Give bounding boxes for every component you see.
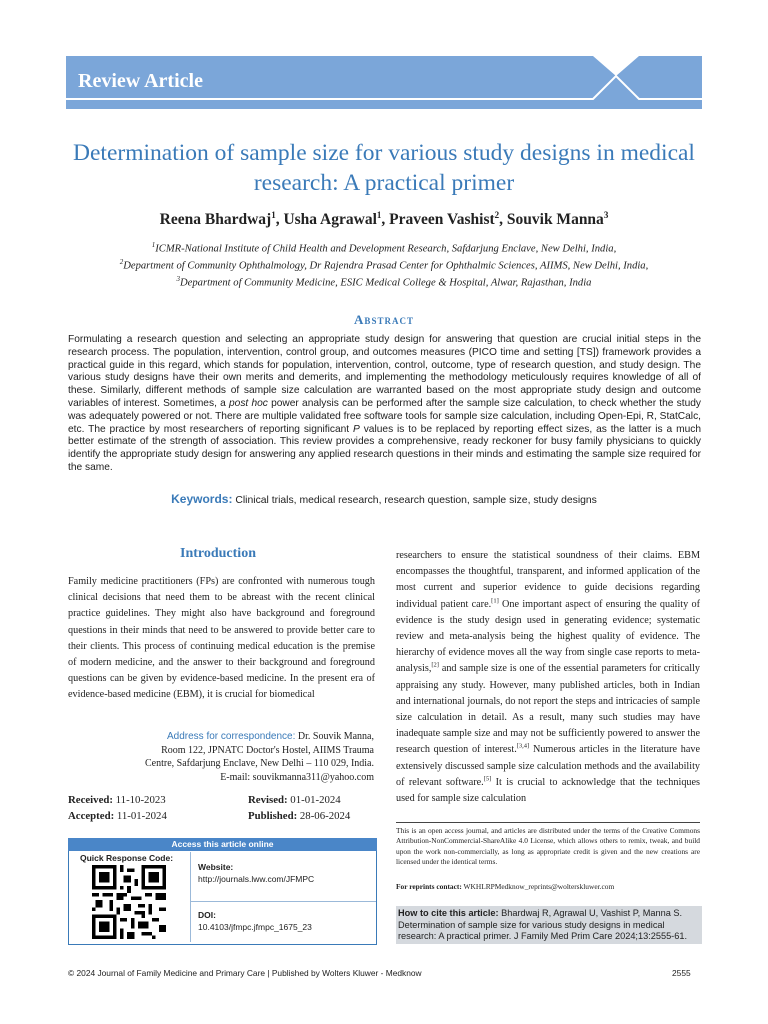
author-name: Praveen Vashist: [389, 211, 495, 229]
article-title: Determination of sample size for various study designs in medical research: A practical primer: [73, 140, 695, 196]
revised-date: Revised: 01-01-2024: [248, 794, 341, 806]
author-name: Souvik Manna: [506, 211, 604, 229]
citation-ref[interactable]: [5]: [483, 775, 492, 783]
access-divider: [190, 852, 191, 942]
introduction-left-column: Family medicine practitioners (FPs) are confronted with numerous tough clinical decisions that need them to be abreast with the recent clinical practice guidelines. They might also have background and foreground questions in their minds that need to be answered to provide better care to their clients. This process of continuing medical education is the premise of modern medicine, and the answer to their background and foreground questions can be given by evidence-based medicine. In the present era of evidence-based medicine (EBM), it is crucial for biomedical: [68, 576, 375, 701]
affiliation-line: $^3$Department of Community Medicine, ESIC Medical College & Hospital, Alwar, Rajasthan, India: [176, 275, 592, 289]
introduction-right-column: researchers to ensure the statistical soundness of their claims. EBM encompasses the thoughtful, transparent, and informed application of the most current and superior evidence to guide decisions regarding individual patient care.[1] One important aspect of ensuring the quality of evidence is the study design used in generating evidence; systematic review and meta-analysis being the highest quality of evidence. The hierarchy of evidence moves all the way from single case reports to meta-analysis,[2] and sample size is one of the essential parameters for critically appraising any study. However, many published articles, both in Indian and international journals, do not report the steps and intricacies of sample size calculation in detail. As a result, many such studies may have inadequate sample size and may not be sufficiently powered to answer the research question of interest.[3,4] Numerous articles in the literature have extensively discussed sample size calculation methods and the availability of relevant software.[5] It is crucial to acknowledge that the techniques used for sample size calculation: [396, 550, 701, 805]
footer-copyright: © 2024 Journal of Family Medicine and Primary Care | Published by Wolters Kluwer - Medknow: [68, 968, 422, 978]
accepted-date: Accepted: 11-01-2024: [68, 810, 167, 822]
author-list: Reena Bhardwaj$^1$, Usha Agrawal$^1$, Praveen Vashist$^2$, Souvik Manna$^3$: [159, 210, 609, 229]
doi-label: DOI:: [198, 910, 216, 920]
website-link[interactable]: http://journals.lww.com/JFMPC: [198, 874, 315, 884]
author-affiliation-mark: 1: [376, 210, 382, 220]
license-text: This is an open access journal, and articles are distributed under the terms of the Creative Commons Attribution-NonCommercial-ShareAlike 4.0 License, which allows others to remix, tweak, and build upon the work non-commercially, as long as appropriate credit is given and the new creations are licensed under the identical terms.: [396, 826, 700, 867]
keywords-label: Keywords:: [171, 492, 233, 506]
qr-code-icon[interactable]: [92, 865, 166, 939]
section-label: Review Article: [78, 70, 203, 92]
abstract-text: Formulating a research question and selecting an appropriate study design for answering that question are crucial initial steps in the research process. The population, intervention, control group, and outcomes measures (PICO time and setting [TS]) framework provides a practical guide in this regard, which stands for population, intervention, control, outcome, type of research question, and study design. The various study designs have their own merits and demerits, and implementing the methodology meticulously requires knowledge of all of these. Similarly, different methods of sample size calculation are warranted based on the most appropriate study design and outcome variables of interest. Sometimes, a post hoc power analysis can be performed after the sample size calculation, to check whether the study was adequately powered or not. There are multiple validated free software tools for sample size calculation, including Open-Epi, R, StatCalc, etc. The practice by most researchers of reporting significant P values is to be replaced by reporting effect sizes, as the latter is a much better estimate of the strength of association. This review provides a comprehensive, ready reckoner for busy family physicians to quickly identify the appropriate study design for answering any applied research questions in their minds and estimating the sample size required for the same.: [68, 334, 701, 473]
qr-label: Quick Response Code:: [80, 853, 174, 863]
author-name: Usha Agrawal: [283, 211, 377, 229]
doi-link[interactable]: 10.4103/jfmpc.jfmpc_1675_23: [198, 922, 312, 932]
author-affiliation-mark: 3: [603, 210, 609, 220]
author-affiliation-mark: 2: [494, 210, 500, 220]
affiliations: [40, 239, 728, 290]
author-name: Reena Bhardwaj: [159, 211, 272, 229]
introduction-heading: Introduction: [180, 546, 256, 561]
reprints-email[interactable]: WKHLRPMedknow_reprints@wolterskluwer.com: [463, 882, 615, 891]
keywords-text: Clinical trials, medical research, research question, sample size, study designs: [235, 495, 597, 506]
published-date: Published: 28-06-2024: [248, 810, 351, 822]
access-bar: Access this article online: [68, 838, 377, 851]
license-divider: [396, 822, 700, 823]
citation-ref[interactable]: [1]: [491, 597, 499, 605]
keywords: [40, 492, 728, 506]
page-number: 2555: [672, 968, 691, 978]
reprints-contact: For reprints contact: WKHLRPMedknow_reprints@wolterskluwer.com: [396, 882, 615, 891]
correspondence-label: Address for correspondence:: [166, 731, 296, 742]
access-divider: [190, 901, 376, 902]
citation-ref[interactable]: [3,4]: [516, 743, 530, 751]
correspondence-email[interactable]: E-mail: souvikmanna311@yahoo.com: [220, 771, 374, 783]
abstract-heading: Abstract: [354, 312, 414, 327]
affiliation-line: $^2$Department of Community Ophthalmology, Dr Rajendra Prasad Center for Ophthalmic Sciences, AIIMS, New Delhi, India,: [119, 258, 649, 272]
correspondence-address: Address for correspondence: Dr. Souvik Manna, Room 122, JPNATC Doctor's Hostel, AIIMS Trauma Centre, Safdarjung Enclave, New Delhi – 110 029, India. E-mail: souvikmanna311@yahoo.com: [100, 730, 374, 784]
affiliation-line: $^1$ICMR-National Institute of Child Health and Development Research, Safdarjung Enclave, New Delhi, India,: [151, 241, 617, 255]
citation-ref[interactable]: [2]: [431, 662, 439, 670]
author-affiliation-mark: 1: [271, 210, 276, 220]
citation-text: How to cite this article: Bhardwaj R, Agrawal U, Vashist P, Manna S. Determination of sample size for various study designs in medical research: A practical primer. J Family Med Prim Care 2024;13:2555-61.: [398, 908, 688, 942]
website-label: Website:: [198, 862, 234, 872]
received-date: Received: 11-10-2023: [68, 794, 166, 806]
